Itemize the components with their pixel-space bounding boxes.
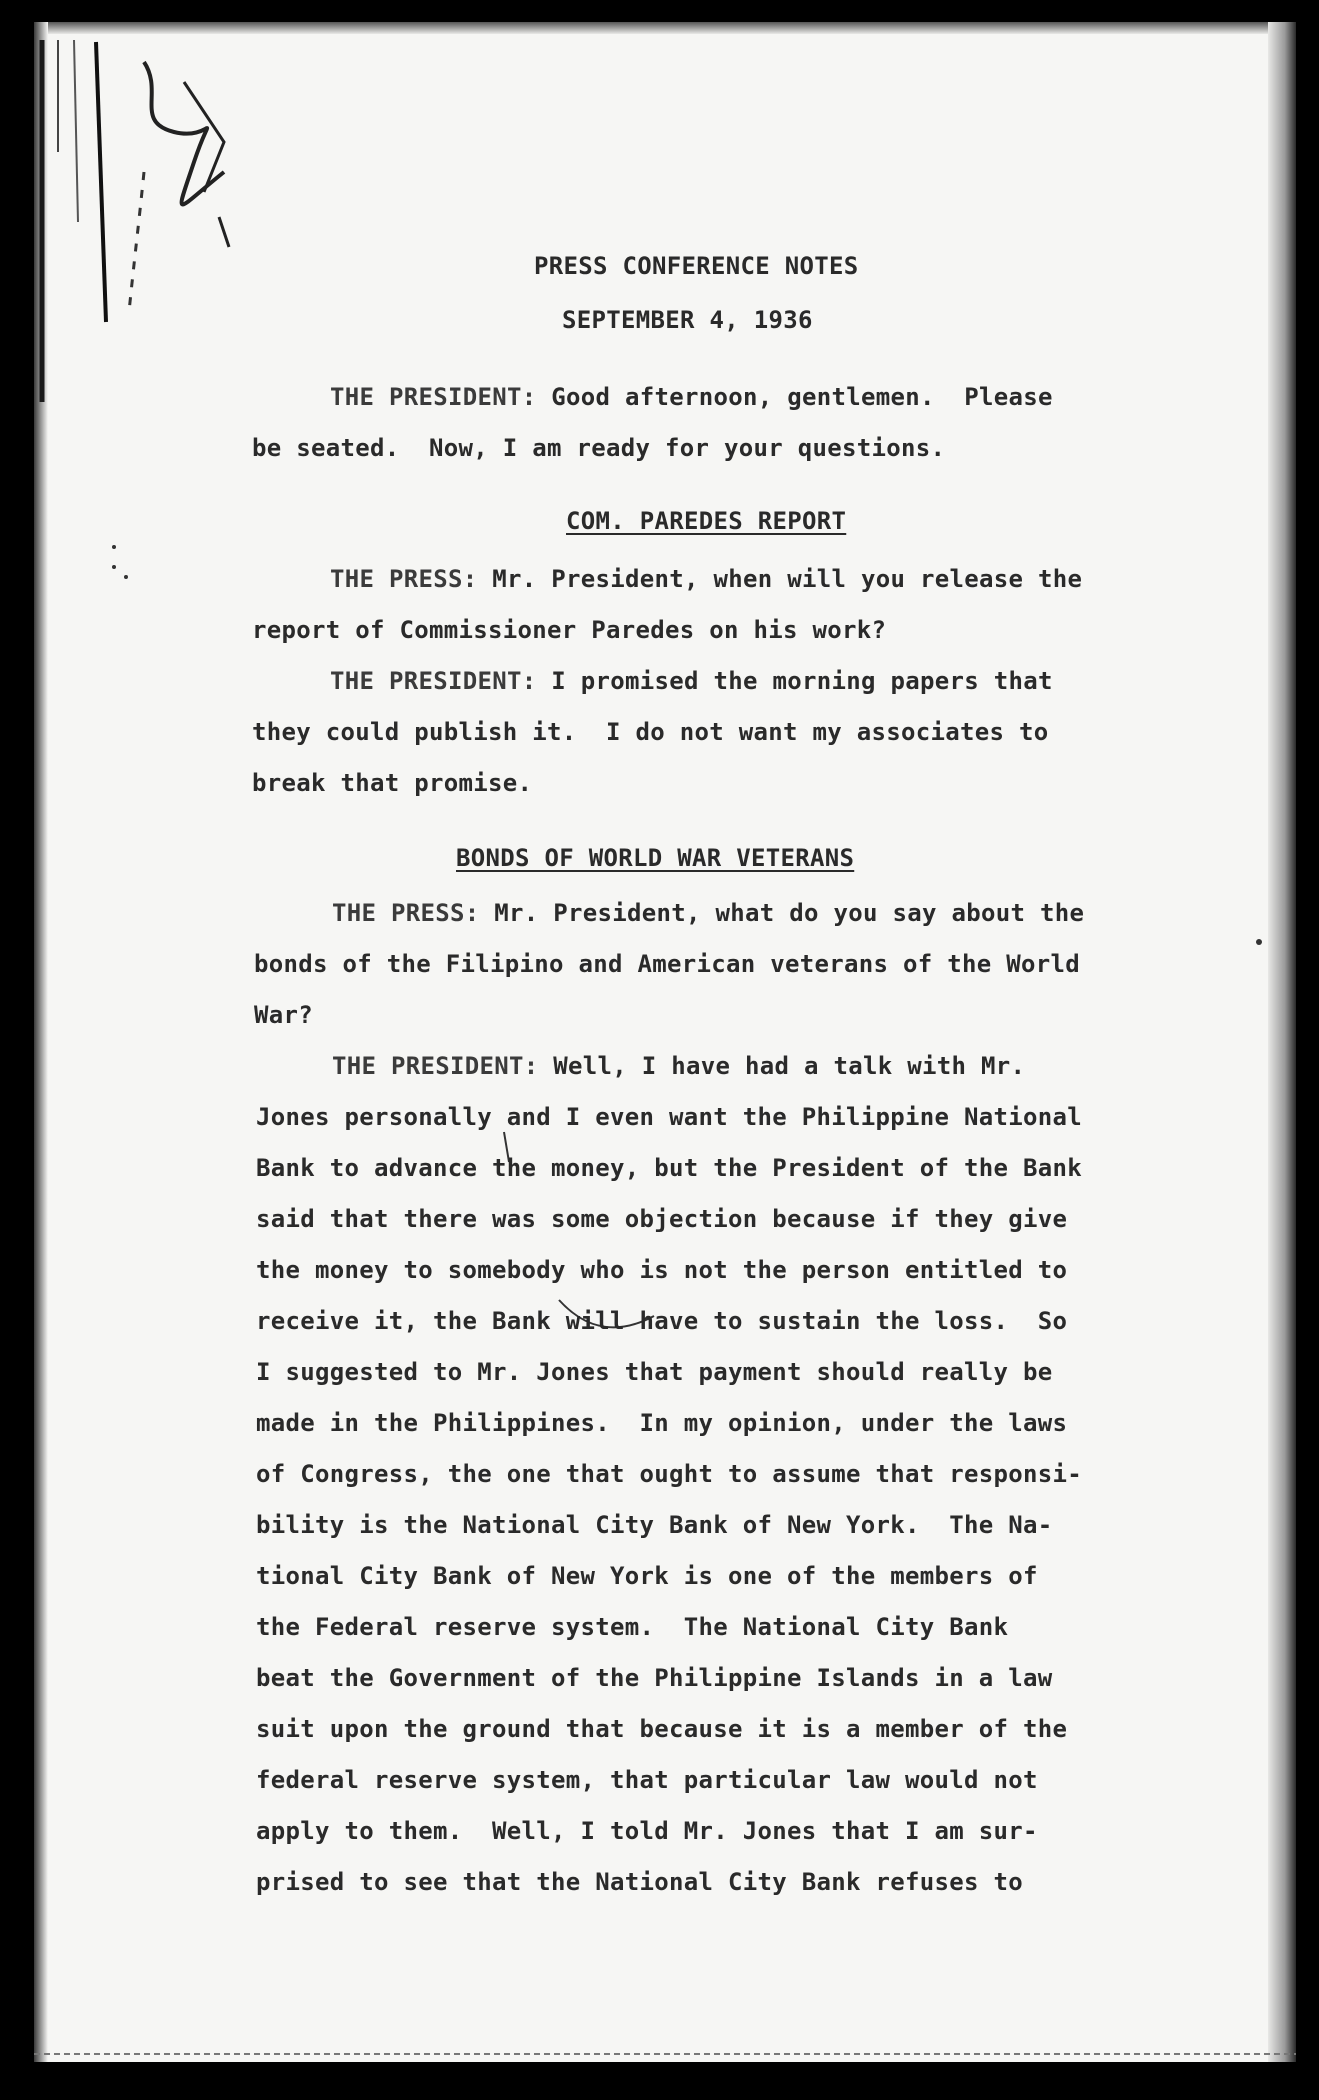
- answer-line: apply to them. Well, I told Mr. Jones that I am sur-: [256, 1817, 1038, 1845]
- speaker-label: THE PRESS:: [330, 565, 478, 593]
- press-question-2-line-2: bonds of the Filipino and American veterans of the World: [254, 950, 1080, 978]
- answer-text: Well, I have had a talk with Mr.: [553, 1052, 1026, 1080]
- question-text: Mr. President, what do you say about the: [494, 899, 1085, 927]
- opening-paragraph-line-2: be seated. Now, I am ready for your questions.: [252, 434, 946, 462]
- answer-line: the money to somebody who is not the person entitled to: [256, 1256, 1068, 1284]
- question-text: Mr. President, when will you release the: [492, 565, 1083, 593]
- document-title: PRESS CONFERENCE NOTES: [534, 252, 859, 280]
- margin-line-3: [74, 40, 78, 222]
- dashed-mark: [129, 172, 144, 312]
- document-page: [34, 22, 1296, 2062]
- president-answer-1-line-3: break that promise.: [252, 769, 533, 797]
- opening-text: Good afternoon, gentlemen. Please: [551, 383, 1053, 411]
- speaker-label: THE PRESS:: [332, 899, 480, 927]
- opening-paragraph-line-1: [330, 385, 1053, 409]
- answer-line: made in the Philippines. In my opinion, under the laws: [256, 1409, 1068, 1437]
- speaker-label: THE PRESIDENT:: [330, 383, 537, 411]
- answer-line: Jones personally and I even want the Philippine National: [256, 1103, 1082, 1131]
- section-heading-bonds: BONDS OF WORLD WAR VETERANS: [456, 844, 855, 872]
- answer-line: of Congress, the one that ought to assume that responsi-: [256, 1460, 1082, 1488]
- speck: [112, 565, 116, 569]
- press-question-1-line-1: [330, 567, 1082, 591]
- answer-line: I suggested to Mr. Jones that payment should really be: [256, 1358, 1053, 1386]
- speck: [124, 575, 128, 579]
- president-answer-1-line-2: they could publish it. I do not want my associates to: [252, 718, 1049, 746]
- press-question-2-line-1: [332, 901, 1084, 925]
- answer-line: the Federal reserve system. The National City Bank: [256, 1613, 1009, 1641]
- margin-line-4: [96, 42, 106, 322]
- answer-text: I promised the morning papers that: [551, 667, 1053, 695]
- answer-line: beat the Government of the Philippine Islands in a law: [256, 1664, 1053, 1692]
- section-heading-paredes: COM. PAREDES REPORT: [566, 507, 847, 535]
- president-answer-2-line-1: [332, 1054, 1025, 1078]
- president-answer-1-line-1: [330, 669, 1053, 693]
- document-date: SEPTEMBER 4, 1936: [562, 306, 813, 334]
- answer-line: bility is the National City Bank of New York. The Na-: [256, 1511, 1053, 1539]
- speck: [1256, 939, 1262, 945]
- speaker-label: THE PRESIDENT:: [332, 1052, 539, 1080]
- press-question-1-line-2: report of Commissioner Paredes on his work?: [252, 616, 887, 644]
- answer-line: suit upon the ground that because it is a member of the: [256, 1715, 1068, 1743]
- answer-line: tional City Bank of New York is one of the members of: [256, 1562, 1038, 1590]
- speaker-label: THE PRESIDENT:: [330, 667, 537, 695]
- tick-mark: [219, 217, 229, 247]
- answer-line: said that there was some objection because if they give: [256, 1205, 1068, 1233]
- answer-line: Bank to advance the money, but the President of the Bank: [256, 1154, 1082, 1182]
- answer-line: receive it, the Bank will have to sustain the loss. So: [256, 1307, 1068, 1335]
- speck: [112, 545, 116, 549]
- answer-line: prised to see that the National City Bank refuses to: [256, 1868, 1023, 1896]
- answer-line: federal reserve system, that particular law would not: [256, 1766, 1038, 1794]
- press-question-2-line-3: War?: [254, 1001, 313, 1029]
